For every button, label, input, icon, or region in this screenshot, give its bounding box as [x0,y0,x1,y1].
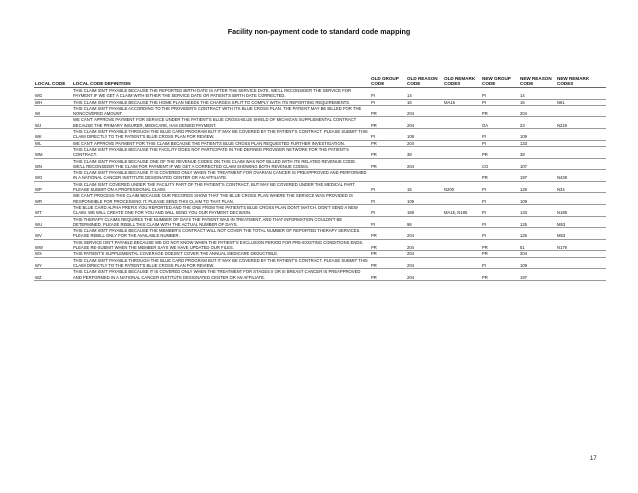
cell-new-remark-codes: N179 [556,239,606,251]
cell-new-reason-code: 16 [519,99,556,105]
cell-new-group-code: PR [481,146,519,158]
cell-new-remark-codes [556,269,606,281]
cell-new-group-code: OA [481,117,519,129]
cell-new-remark-codes: N34 [556,181,606,193]
cell-old-remark-codes: MA15, N185 [443,204,481,216]
cell-old-reason-code: 16 [406,99,443,105]
cell-old-group-code: PI [370,88,406,100]
cell-new-group-code: CO [481,158,519,170]
cell-new-reason-code: 107 [519,158,556,170]
table-row [34,105,606,117]
cell-old-group-code: PR [370,146,406,158]
cell-old-group-code: PR [370,239,406,251]
column-header-local-code: LOCAL CODE [34,60,72,88]
cell-old-group-code: PR [370,158,406,170]
column-header-local-code-definition: LOCAL CODE DEFINITION [72,60,370,88]
cell-new-reason-code: 204 [519,251,556,257]
cell-old-remark-codes [443,105,481,117]
cell-new-group-code: PI [481,193,519,205]
cell-new-group-code: PI [481,181,519,193]
cell-new-reason-code: 204 [519,105,556,117]
cell-new-group-code: PI [481,129,519,141]
cell-new-reason-code: 197 [519,170,556,182]
cell-old-group-code: PR [370,257,406,269]
column-header-old-reason-code: OLD REASON CODE [406,60,443,88]
cell-new-reason-code: 125 [519,216,556,228]
cell-new-remark-codes: N185 [556,204,606,216]
table-row [34,170,606,182]
cell-new-remark-codes: M53 [556,216,606,228]
cell-new-group-code: PI [481,228,519,240]
cell-new-reason-code: 38 [519,146,556,158]
cell-new-remark-codes: M53 [556,228,606,240]
cell-local-code: WR [34,193,72,205]
cell-new-reason-code: 23 [519,117,556,129]
cell-old-remark-codes [443,239,481,251]
cell-definition: THIS CLAIM ISN'T COVERED UNDER THE FACILITY PART OF THE PATIENT'S CONTRACT, BUT MAY BE COVERED UNDER THE MEDICAL PART. PLEASE SUBMIT ON A PROFESSIONAL CLAIM. [72,181,370,193]
cell-old-remark-codes [443,257,481,269]
cell-new-reason-code: 14 [519,88,556,100]
cell-old-reason-code: 109 [406,129,443,141]
cell-local-code: WN [34,158,72,170]
cell-new-group-code: PI [481,257,519,269]
cell-old-reason-code: 204 [406,257,443,269]
cell-local-code: WO [34,170,72,182]
cell-local-code: WH [34,99,72,105]
table-row [34,204,606,216]
cell-local-code: WJ [34,117,72,129]
cell-old-remark-codes: MA15 [443,99,481,105]
cell-new-group-code: PR [481,269,519,281]
table-header-row [34,60,606,88]
cell-old-group-code: PI [370,204,406,216]
cell-old-reason-code: 204 [406,158,443,170]
cell-new-remark-codes [556,105,606,117]
cell-old-remark-codes [443,117,481,129]
cell-definition: THIS CLAIM ISN'T PAYABLE BECAUSE THE MEMBER'S CONTRACT WILL NOT COVER THE TOTAL NUMBER OF REPORTED THERAPY SERVICES. PLEASE REBILL ONLY FOR THE AVAILABLE NUMBER. [72,228,370,240]
cell-new-group-code: PR [481,170,519,182]
table-row [34,228,606,240]
cell-definition: THIS CLAIM ISN'T PAYABLE BECAUSE IT IS COVERED ONLY WHEN THE TREATMENT FOR STAGES II OR III BREAST CANCER IS PREAPPROVED AND PERFORMED IN A NATIONAL CANCER INSTITUTE DESIGNATED CENTER OR AN AFFILIATE. [72,269,370,281]
column-header-new-reason-code: NEW REASON CODE [519,60,556,88]
cell-new-reason-code: 133 [519,204,556,216]
cell-definition: WE CAN'T APPROVE PAYMENT FOR THIS CLAIM BECAUSE THE PATIENT'S BLUE CROSS PLAN REQUESTED FURTHER INVESTIGATION. [72,140,370,146]
table-row [34,88,606,100]
cell-new-reason-code: 51 [519,239,556,251]
table-row [34,239,606,251]
table-row [34,257,606,269]
cell-old-reason-code: 14 [406,88,443,100]
cell-old-remark-codes [443,228,481,240]
cell-old-reason-code: 204 [406,228,443,240]
cell-local-code: WP [34,181,72,193]
cell-new-group-code: PI [481,140,519,146]
cell-new-remark-codes: N61 [556,99,606,105]
cell-new-reason-code: 109 [519,257,556,269]
cell-old-remark-codes [443,146,481,158]
table-row [34,269,606,281]
table-row [34,158,606,170]
cell-definition: THIS PATIENT'S SUPPLEMENTAL COVERAGE DOESN'T COVER THE ANNUAL MEDICARE DEDUCTIBLE. [72,251,370,257]
cell-local-code: WG [34,88,72,100]
code-mapping-table [34,60,606,281]
cell-new-reason-code: 197 [519,269,556,281]
cell-definition: THE BLUE CARD ALPHA PREFIX YOU REPORTED AND THE ONE FROM THE PATIENT'S BLUE CROSS PLAN DON'T MATCH. DON'T SEND A NEW CLAIM. WE WILL CREATE ONE FOR YOU AND WILL SEND YOU OUR PAYMENT DECISION. [72,204,370,216]
page-number: 17 [590,456,597,462]
cell-old-reason-code: 204 [406,105,443,117]
cell-definition: THIS CLAIM ISN'T PAYABLE BECAUSE IT IS COVERED ONLY WHEN THE TREATMENT FOR OVARIAN CANCER IS PREAPPROVED AND PERFORMED IN A NATIONAL CANCER INSTITUTE DESIGNATED CENTER OR AN AFFILIATE. [72,170,370,182]
cell-old-group-code: PR [370,228,406,240]
cell-old-reason-code: 204 [406,269,443,281]
cell-definition: THIS CLAIM ISN'T PAYABLE BECAUSE ONE OF THE REVENUE CODES ON THIS CLAIM WAS NOT BILLED WITH ITS RELATED REVENUE CODE. WE'LL RECONSIDER THE CLAIM FOR PAYMENT IF WE GET A CORRECTED CLAIM SHOWING BOTH REVENUE CODES. [72,158,370,170]
cell-definition: THIS CLAIM ISN'T PAYABLE ACCORDING TO THE PROVIDER'S CONTRACT WITH ITS BLUE CROSS PLAN. THE PATIENT MAY BE BILLED FOR THE NONCOVERED AMOUNT. [72,105,370,117]
cell-old-group-code: PI [370,193,406,205]
cell-local-code: WM [34,146,72,158]
cell-new-group-code: PI [481,88,519,100]
cell-local-code: WX [34,251,72,257]
cell-definition: THIS SERVICE ISN'T PAYABLE BECAUSE WE DO NOT KNOW WHEN THE PATIENT'S EXCLUSION PERIOD FOR PRE-EXISTING CONDITIONS ENDS. PLEASE RE-SUBMIT WHEN THE MEMBER SAYS WE HAVE UPDATED OUR FILES. [72,239,370,251]
cell-old-group-code: PR [370,140,406,146]
cell-definition: THIS THERAPY CLAIMS REQUIRES THE NUMBER OF DAYS THE PATIENT WAS IN TREATMENT, AND THAT INFORMATION COULDN'T BE DETERMINED. PLEASE REBILL THIS CLAIM WITH THE ACTUAL NUMBER OF DAYS. [72,216,370,228]
cell-local-code: WY [34,257,72,269]
cell-new-group-code: PR [481,239,519,251]
cell-old-reason-code: 204 [406,117,443,129]
cell-local-code: WU [34,216,72,228]
cell-old-group-code: PI [370,216,406,228]
cell-old-remark-codes [443,170,481,182]
cell-local-code: WT [34,204,72,216]
cell-new-remark-codes [556,193,606,205]
cell-definition: THIS CLAIM ISN'T PAYABLE BECAUSE THE FACILITY DOES NOT PARTICIPATE IN THE DEFINED PROVIDER NETWORK FOR THE PATIENT'S CONTRACT. [72,146,370,158]
cell-new-remark-codes: N428 [556,170,606,182]
table-row [34,193,606,205]
cell-new-reason-code: 125 [519,181,556,193]
cell-local-code: WK [34,129,72,141]
cell-new-remark-codes [556,88,606,100]
cell-old-group-code: PI [370,129,406,141]
cell-old-reason-code: 16 [406,181,443,193]
cell-local-code: WV [34,228,72,240]
cell-new-remark-codes [556,146,606,158]
cell-new-reason-code: 125 [519,228,556,240]
cell-old-reason-code: 204 [406,239,443,251]
cell-local-code: WW [34,239,72,251]
cell-old-reason-code: 38 [406,146,443,158]
cell-definition: WE CAN'T APPROVE PAYMENT FOR SERVICE UNDER THE PATIENT'S BLUE CROSS-BLUE SHIELD OF MICHIGAN SUPPLEMENTAL CONTRACT BECAUSE THE PRIMARY INSURER, MEDICARE, HAS DENIED PAYMENT. [72,117,370,129]
column-header-old-remark-codes: OLD REMARK CODES [443,60,481,88]
cell-definition: WE CAN'T PROCESS THIS CLAIM BECAUSE OUR RECORDS SHOW THAT THE BLUE CROSS PLAN WHERE THE SERVICE WAS PROVIDED IS RESPONSIBLE FOR PROCESSING IT. PLEASE SEND THIS CLAIM TO THAT PLAN. [72,193,370,205]
cell-new-remark-codes [556,129,606,141]
table-row [34,140,606,146]
table-row [34,181,606,193]
table-body [34,88,606,281]
cell-new-reason-code: 109 [519,129,556,141]
cell-old-reason-code: 204 [406,251,443,257]
cell-local-code: WI [34,105,72,117]
cell-old-remark-codes: N200 [443,181,481,193]
table-row [34,216,606,228]
cell-old-reason-code: 109 [406,193,443,205]
cell-old-group-code: PR [370,117,406,129]
cell-old-reason-code [406,170,443,182]
cell-new-group-code: PI [481,216,519,228]
cell-old-group-code [370,170,406,182]
cell-old-group-code: PI [370,99,406,105]
cell-old-remark-codes [443,129,481,141]
cell-old-group-code: PR [370,251,406,257]
table-row [34,129,606,141]
table-row [34,99,606,105]
cell-definition: THIS CLAIM ISN'T PAYABLE THROUGH THE BLUE CARD PROGRAM BUT IT MAY BE COVERED BY THE PATIENT'S CONTRACT. PLEASE SUBMIT THIS CLAIM DIRECTLY TO THE PATIENT'S BLUE CROSS PLAN FOR REVIEW. [72,257,370,269]
cell-new-group-code: PR [481,251,519,257]
column-header-old-group-code: OLD GROUP CODE [370,60,406,88]
cell-old-group-code: PR [370,269,406,281]
column-header-new-remark-codes: NEW REMARK CODES [556,60,606,88]
cell-definition: THIS CLAIM ISN'T PAYABLE THROUGH THE BLUE CARD PROGRAM BUT IT MAY BE COVERED BY THE PATIENT'S CONTRACT. PLEASE SUBMIT THIS CLAIM DIRECTLY TO THE PATIENT'S BLUE CROSS PLAN FOR REVIEW. [72,129,370,141]
cell-old-remark-codes [443,269,481,281]
column-header-new-group-code: NEW GROUP CODE [481,60,519,88]
cell-old-remark-codes [443,193,481,205]
table-row [34,117,606,129]
cell-new-group-code: PI [481,204,519,216]
cell-old-remark-codes [443,216,481,228]
cell-new-group-code: PR [481,105,519,117]
cell-old-group-code: PR [370,105,406,117]
cell-old-remark-codes [443,88,481,100]
cell-local-code: WZ [34,269,72,281]
cell-old-reason-code: 96 [406,216,443,228]
cell-old-group-code: PI [370,181,406,193]
cell-new-reason-code: 109 [519,193,556,205]
cell-new-group-code: PI [481,99,519,105]
cell-local-code: WL [34,140,72,146]
cell-new-remark-codes [556,257,606,269]
cell-definition: THIS CLAIM ISN'T PAYABLE BECAUSE THE HOME PLAN NEEDS THE CHARGES SPLIT TO COMPLY WITH ITS REPORTING REQUIREMENTS. [72,99,370,105]
table-row [34,146,606,158]
cell-old-reason-code: 204 [406,140,443,146]
cell-new-remark-codes: N219 [556,117,606,129]
cell-definition: THIS CLAIM ISN'T PAYABLE BECAUSE THE REPORTED BIRTH DATE IS AFTER THE SERVICE DATE. WE'LL RECONSIDER THE SERVICE FOR PAYMENT IF WE GET A CLAIM WITH EITHER THE SERVICE DATE OR PATIENT'S BIRTH DATE CORRECTED. [72,88,370,100]
page-title: Facility non-payment code to standard code mapping [227,27,411,36]
cell-old-reason-code: 169 [406,204,443,216]
cell-new-reason-code: 133 [519,140,556,146]
cell-old-remark-codes [443,158,481,170]
cell-new-remark-codes [556,158,606,170]
